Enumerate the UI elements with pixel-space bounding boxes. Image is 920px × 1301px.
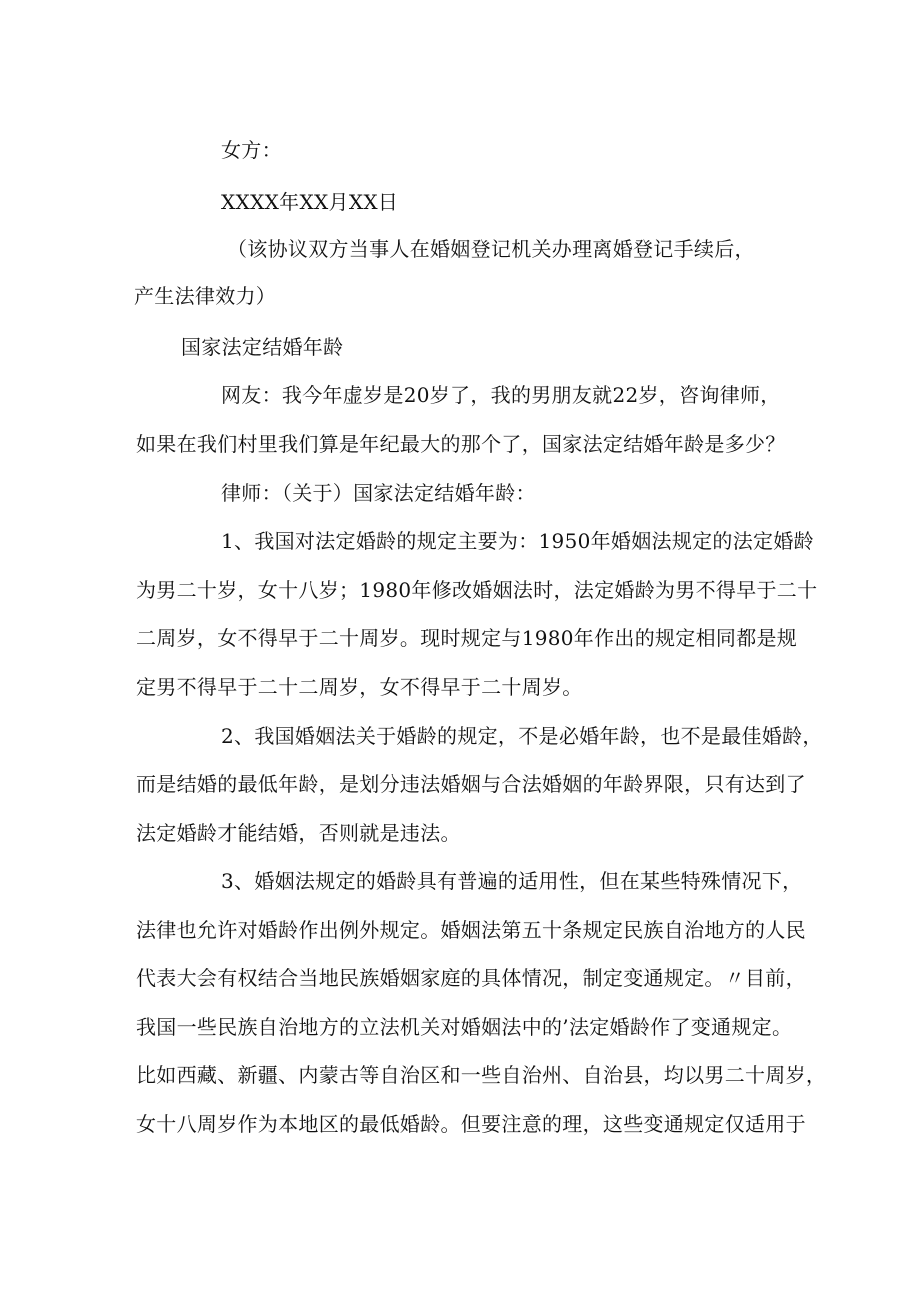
point2-line-2: 而是结婚的最低年龄，是划分违法婚姻与合法婚姻的年龄界限，只有达到了 bbox=[136, 772, 806, 796]
question-line-1: 网友：我今年虚岁是20岁了，我的男朋友就22岁，咨询律师， bbox=[221, 383, 781, 407]
point3-line-2: 法律也允许对婚龄作出例外规定。婚姻法第五十条规定民族自治地方的人民 bbox=[136, 918, 806, 942]
question-line-2: 如果在我们村里我们算是年纪最大的那个了，国家法定结婚年龄是多少？ bbox=[136, 432, 786, 456]
answer-heading: 律师：（关于）国家法定结婚年龄： bbox=[221, 481, 536, 505]
note-line-1: （该协议双方当事人在婚姻登记机关办理离婚登记手续后， bbox=[227, 237, 755, 261]
point3-line-4: 我国一些民族自治地方的立法机关对婚姻法中的’法定婚龄作了变通规定。 bbox=[136, 1015, 793, 1039]
point2-line-1: 2、我国婚姻法关于婚龄的规定，不是必婚年龄，也不是最佳婚龄， bbox=[221, 724, 823, 748]
point3-line-1: 3、婚姻法规定的婚龄具有普遍的适用性，但在某些特殊情况下， bbox=[221, 869, 803, 893]
section-title: 国家法定结婚年龄 bbox=[181, 335, 344, 359]
point1-line-2: 为男二十岁，女十八岁；1980年修改婚姻法时，法定婚龄为男不得早于二十 bbox=[136, 578, 818, 602]
point3-line-5: 比如西藏、新疆、内蒙古等自治区和一些自治州、自治县，均以男二十周岁， bbox=[136, 1063, 827, 1087]
signature-date: XXXX年XX月XX日 bbox=[221, 190, 399, 214]
point1-line-4: 定男不得早于二十二周岁，女不得早于二十周岁。 bbox=[136, 675, 583, 699]
point1-line-3: 二周岁，女不得早于二十周岁。现时规定与1980年作出的规定相同都是规 bbox=[136, 626, 798, 650]
point3-line-3: 代表大会有权结合当地民族婚姻家庭的具体情况，制定变通规定。〃目前， bbox=[136, 966, 806, 990]
point3-line-6: 女十八周岁作为本地区的最低婚龄。但要注意的理，这些变通规定仅适用于 bbox=[136, 1112, 806, 1136]
note-line-2: 产生法律效力） bbox=[134, 284, 277, 308]
point1-line-1: 1、我国对法定婚龄的规定主要为：1950年婚姻法规定的法定婚龄 bbox=[221, 529, 814, 553]
point2-line-3: 法定婚龄才能结婚，否则就是违法。 bbox=[136, 821, 461, 845]
signature-female-party: 女方： bbox=[221, 138, 282, 162]
